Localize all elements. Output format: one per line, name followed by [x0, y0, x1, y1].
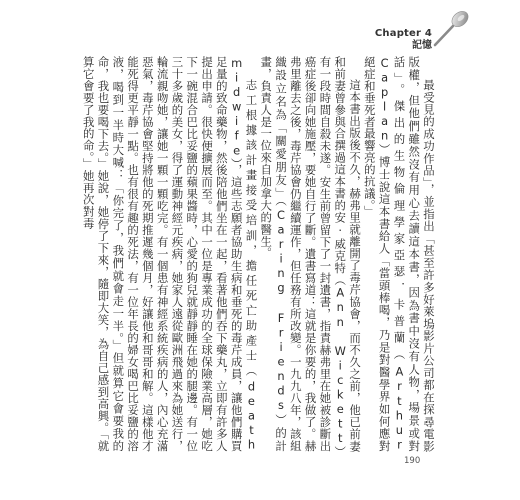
body-text	[81, 56, 436, 452]
paragraph-1: 最受見的成功作品」，並指出「甚至許多好萊塢影片公司都在探尋電影版權，但他們雖然沒有用心去讀這本書，因為書中沒有人物，場景或對話」。傑出的生物倫理學家亞瑟．卡普蘭（Arthur Caplan）博士說這本書給人「當頭棒喝，乃是對醫學界如何應對絕症和垂死者最響亮的抗議。」	[362, 56, 436, 452]
page-number: 190	[404, 456, 421, 466]
chapter-header	[368, 28, 432, 52]
paragraph-2: 這本書出版後不久，赫弗里就離開了毒芹協會，而不久之前，他已前妻和前妻曾參與合撰過這本書的安·威克特（Ann Wickett）有一段時間自殺未遂。安生前曾留下了一封遺書，指責赫弗里在她被診斷出癌症後卻向她施壓，要她自行了斷。遺書寫道：這就是你要的，我做了。赫弗里離去之後，毒芹協會仍繼續運作，但任務有所改變。一九九八年，該組織設立名為「關愛朋友」（Caring Friends）的計畫，負責人是一位來自加拿大的醫生。	[259, 56, 363, 452]
chapter-label: Chapter 4	[374, 28, 432, 39]
spoon-icon	[432, 8, 472, 48]
paragraph-3: 志工根據該計畫接受培訓，擔任死亡助產士（death midwife），這些志願者協助生病和垂死的毒芹成員，讓他們購買足量的致命藥物，然後陪他們坐在一起，看著他們吞下藥丸，立即有許多人提出申請。很快便擴展而至。其中一位是專業成功的全球保險業高層，她吃下一碗混合巴比妥鹽的蘋果醬時，心愛的狗兒就靜靜睡在她的腿邊。有一位三十多歲的美女，得了運動神經元疾病，她家人遠從歐洲飛過來為她送行，輪流親吻她，讓她一顆一顆吃完。有一個患有神經系統疾病的人，內心充滿惡氣，毒芹協會堅持將他的死期推遲幾個月，好讓他和哥哥和解。這樣他才能死得更平靜一點。也有很有趣的死法，有一位年長的婦女喝巴比妥鹽的溶液，喝到一半時大喊：「你完了，我們就會走一半。」但就算它會要我的命，我也要喝下去。」她說，她停了下來，隨即大笑，為自己感到高興。「就算它會要了我的命。」她再次對毒	[81, 56, 259, 452]
chapter-title: 記憶	[412, 40, 432, 51]
